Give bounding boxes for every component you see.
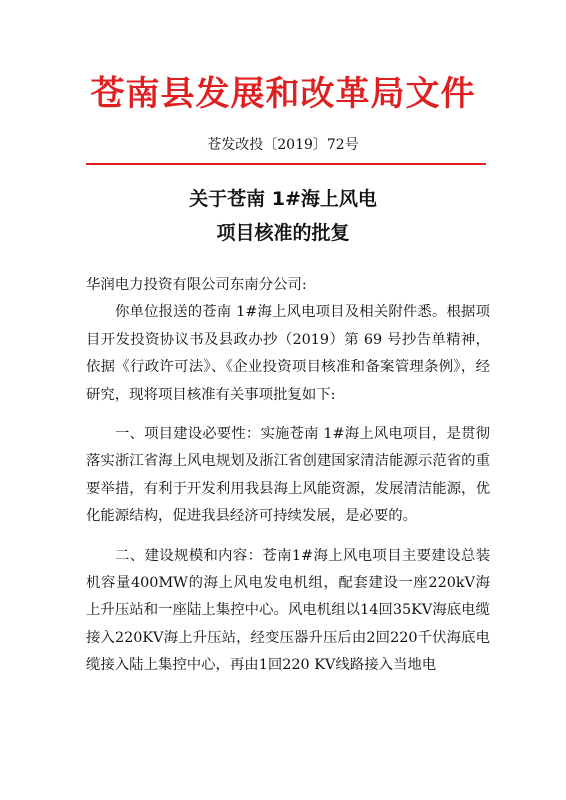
paragraph-necessity: 一、项目建设必要性：实施苍南 1#海上风电项目，是贯彻落实浙江省海上风电规划及浙江省创建国家清洁能源示范省的重要举措，有利于开发利用我县海上风能资源，发展清洁能源，优化能源结构，促进我县经济可持续发展，是必要的。 (86, 426, 490, 525)
recipient-line: 华润电力投资有限公司东南分公司: (86, 277, 307, 293)
document-title-line-1: 关于苍南 1#海上风电 (189, 188, 377, 210)
issuer-header: 苍南县发展和改革局文件 (90, 74, 476, 114)
document-title-line-2: 项目核准的批复 (216, 222, 350, 244)
paragraph-scale: 二、建设规模和内容：苍南1#海上风电项目主要建设总装机容量400MW的海上风电发电机组，配套建设一座220kV海上升压站和一座陆上集控中心。风电机组以14回35KV海底电缆接入220KV海上升压站，经变压器升压后由2回220千伏海底电缆接入陆上集控中心，再由1回220 KV线路接入当地电 (86, 547, 490, 674)
document-body (86, 272, 490, 680)
document-number: 苍发改投〔2019〕72号 (207, 137, 359, 153)
paragraph-intro: 你单位报送的苍南 1#海上风电项目及相关附件悉。根据项目开发投资协议书及县政办抄（2019）第 69 号抄告单精神，依据《行政许可法》、《企业投资项目核准和备案管理条例》，经研究，现将项目核准有关事项批复如下: (86, 304, 490, 403)
red-divider (86, 163, 486, 165)
